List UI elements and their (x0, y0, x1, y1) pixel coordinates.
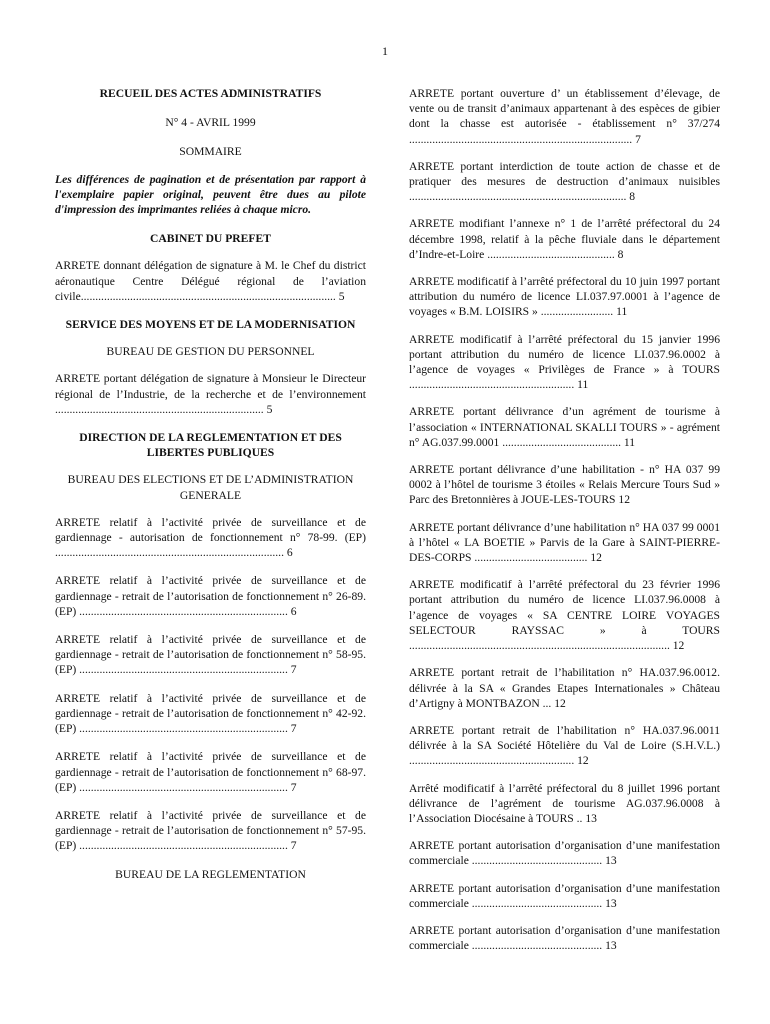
toc-entry[interactable]: ARRETE modificatif à l’arrêté préfectoral du 23 février 1996 portant attribution du numéro de licence LI.037.96.0008 à l’agence de voyages « SA CENTRE LOIRE VOYAGES SELECTOUR RAYSSAC » à TOURS .......................................................................................... 12 (409, 578, 720, 653)
toc-entry[interactable]: ARRETE relatif à l’activité privée de surveillance et de gardiennage - retrait de l’autorisation de fonctionnement n° 58-95. (EP) ........................................................................ 7 (55, 633, 366, 677)
page-number: 1 (382, 44, 388, 58)
toc-entry[interactable]: ARRETE portant délivrance d’une habilitation n° HA 037 99 0001 à l’hôtel « LA BOETIE » Parvis de la Gare à SAINT-PIERRE-DES-CORPS ....................................... 12 (409, 520, 720, 565)
toc-entry[interactable]: ARRETE portant retrait de l’habilitation n° HA.037.96.0011 délivrée à la SA Société Hôtelière du Val de Loire (S.H.V.L.) ......................................................... 12 (409, 723, 720, 768)
toc-entry[interactable]: ARRETE portant interdiction de toute action de chasse et de pratiquer des mesures de destruction d’animaux nuisibles ........................................................................... 8 (409, 159, 720, 204)
left-column (55, 86, 366, 894)
toc-entry[interactable]: ARRETE portant autorisation d’organisation d’une manifestation commerciale ............................................. 13 (409, 839, 720, 868)
toc-entry[interactable]: ARRETE relatif à l’activité privée de surveillance et de gardiennage - retrait de l’autorisation de fonctionnement n° 68-97. (EP) ........................................................................ 7 (55, 750, 366, 794)
toc-entry[interactable]: ARRETE relatif à l’activité privée de surveillance et de gardiennage - retrait de l’autorisation de fonctionnement n° 42-92. (EP) ........................................................................ 7 (55, 691, 366, 736)
toc-entry[interactable]: ARRETE modificatif à l’arrêté préfectoral du 10 juin 1997 portant attribution du numéro de licence LI.037.97.0001 à l’agence de voyages « B.M. LOISIRS » ......................... 11 (409, 275, 720, 319)
toc-entry[interactable]: ARRETE portant délégation de signature à Monsieur le Directeur régional de l’Industrie, de la recherche et de l’environnement ........................................................................ 5 (55, 372, 366, 416)
right-column (409, 86, 720, 965)
toc-entry[interactable]: ARRETE portant ouverture d’ un établissement d’élevage, de vente ou de transit d’animaux appartenant à des espèces de gibier dont la chasse est autorisée - établissement n° 37/274 ............................................................................. 7 (409, 87, 720, 146)
toc-entry[interactable]: ARRETE relatif à l’activité privée de surveillance et de gardiennage - autorisation de fonctionnement n° 78-99. (EP) ............................................................................... 6 (55, 515, 366, 560)
toc-entry[interactable]: ARRETE portant retrait de l’habilitation n° HA.037.96.0012. délivrée à la SA « Grandes Etapes Internationales » Château d’Artigny à MONTBAZON ... 12 (409, 666, 720, 710)
toc-entry[interactable]: ARRETE modificatif à l’arrêté préfectoral du 15 janvier 1996 portant attribution du numéro de licence LI.037.96.0002 à l’agence de voyages « Privilèges de France » à TOURS ......................................................... 11 (409, 332, 720, 392)
sommaire-heading: SOMMAIRE (179, 145, 242, 159)
section-reglementation: DIRECTION DE LA REGLEMENTATION ET DES LIBERTES PUBLIQUES (79, 431, 342, 460)
toc-entry[interactable]: ARRETE portant autorisation d’organisation d’une manifestation commerciale ............................................. 13 (409, 881, 720, 910)
section-moyens: SERVICE DES MOYENS ET DE LA MODERNISATION (65, 318, 356, 332)
toc-entry[interactable]: ARRETE portant délivrance d’une habilitation - n° HA 037 99 0002 à l’hôtel de tourisme 3 étoiles « Relais Mercure Tours Sud » Parc des Bretonnières à JOUE-LES-TOURS 12 (409, 463, 720, 507)
pagination-note: Les différences de pagination et de présentation par rapport à l'exemplaire papier original, peuvent être dues au pilote d'impression des imprimantes reliées à chaque micro. (55, 172, 366, 217)
toc-entry[interactable]: ARRETE relatif à l’activité privée de surveillance et de gardiennage - retrait de l’autorisation de fonctionnement n° 26-89. (EP) ........................................................................ 6 (55, 574, 366, 618)
toc-entry[interactable]: ARRETE portant autorisation d’organisation d’une manifestation commerciale ............................................. 13 (409, 923, 720, 953)
toc-entry[interactable]: Arrêté modificatif à l’arrêté préfectoral du 8 juillet 1996 portant délivrance de l’agrément de tourisme AG.037.96.0008 à l’Association Diocésaine à TOURS .. 13 (409, 781, 720, 825)
toc-entry[interactable]: ARRETE modifiant l’annexe n° 1 de l’arrêté préfectoral du 24 décembre 1998, relatif à la pêche fluviale dans le département d’Indre-et-Loire ............................................ 8 (409, 217, 720, 261)
bureau-reglementation: BUREAU DE LA REGLEMENTATION (115, 867, 306, 881)
section-cabinet: CABINET DU PREFET (150, 232, 271, 246)
issue-number: N° 4 - AVRIL 1999 (165, 116, 256, 130)
toc-entry[interactable]: ARRETE portant délivrance d’un agrément de tourisme à l’association « INTERNATIONAL SKALLI TOURS » - agrément n° AG.037.99.0001 ......................................... 11 (409, 405, 720, 449)
toc-entry[interactable]: ARRETE relatif à l’activité privée de surveillance et de gardiennage - retrait de l’autorisation de fonctionnement n° 57-95. (EP) ........................................................................ 7 (55, 808, 366, 853)
bureau-personnel: BUREAU DE GESTION DU PERSONNEL (106, 345, 315, 359)
bureau-elections: BUREAU DES ELECTIONS ET DE L’ADMINISTRATION GENERALE (67, 473, 354, 502)
toc-entry[interactable]: ARRETE donnant délégation de signature à M. le Chef du district aéronautique Centre Délégué régional de l’aviation civile........................................................................................ 5 (55, 259, 366, 303)
document-title: RECUEIL DES ACTES ADMINISTRATIFS (99, 87, 322, 100)
